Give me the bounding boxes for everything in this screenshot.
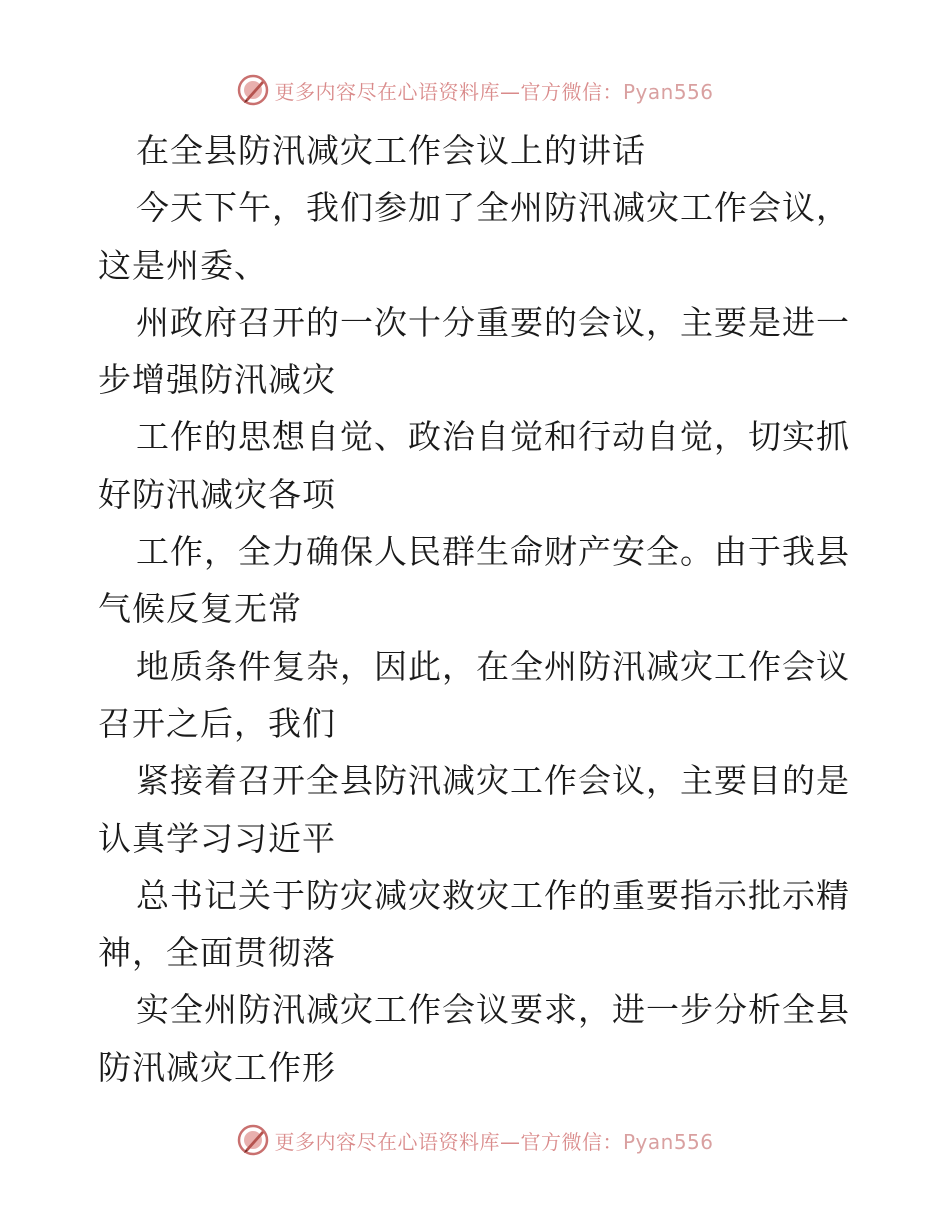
text-line: 认真学习习近平 <box>98 818 336 858</box>
text-line: 工作，全力确保人民群生命财产安全。由于我县 <box>136 532 850 572</box>
watermark-text <box>274 76 713 105</box>
text-line: 防汛减灾工作形 <box>98 1047 336 1087</box>
pen-logo-icon <box>236 1123 270 1157</box>
text-line: 实全州防汛减灾工作会议要求，进一步分析全县 <box>136 990 850 1030</box>
text-line: 紧接着召开全县防汛减灾工作会议，主要目的是 <box>136 761 850 801</box>
text-line: 步增强防汛减灾 <box>98 360 336 400</box>
text-line: 今天下午，我们参加了全州防汛减灾工作会议， <box>136 188 850 228</box>
watermark-label: 更多内容尽在心语资料库—官方微信： <box>274 1129 623 1154</box>
document-body <box>98 122 858 1096</box>
text-line: 工作的思想自觉、政治自觉和行动自觉，切实抓 <box>136 417 850 457</box>
text-line: 总书记关于防灾减灾救灾工作的重要指示批示精 <box>136 875 850 915</box>
text-line: 州政府召开的一次十分重要的会议，主要是进一 <box>136 302 850 342</box>
top-watermark <box>0 70 950 110</box>
text-line: 地质条件复杂，因此，在全州防汛减灾工作会议 <box>136 646 850 686</box>
bottom-watermark <box>0 1120 950 1160</box>
watermark-id: Pyan556 <box>622 79 714 104</box>
text-line: 神，全面贯彻落 <box>98 933 336 973</box>
watermark-label: 更多内容尽在心语资料库—官方微信： <box>274 79 623 104</box>
pen-logo-icon <box>236 73 270 107</box>
document-title: 在全县防汛减灾工作会议上的讲话 <box>136 131 646 170</box>
text-line: 这是州委、 <box>98 245 268 285</box>
text-line: 好防汛减灾各项 <box>98 474 336 514</box>
watermark-text <box>274 1126 713 1155</box>
text-line: 召开之后，我们 <box>98 703 336 743</box>
watermark-id: Pyan556 <box>622 1129 714 1154</box>
text-line: 气候反复无常 <box>98 589 302 629</box>
